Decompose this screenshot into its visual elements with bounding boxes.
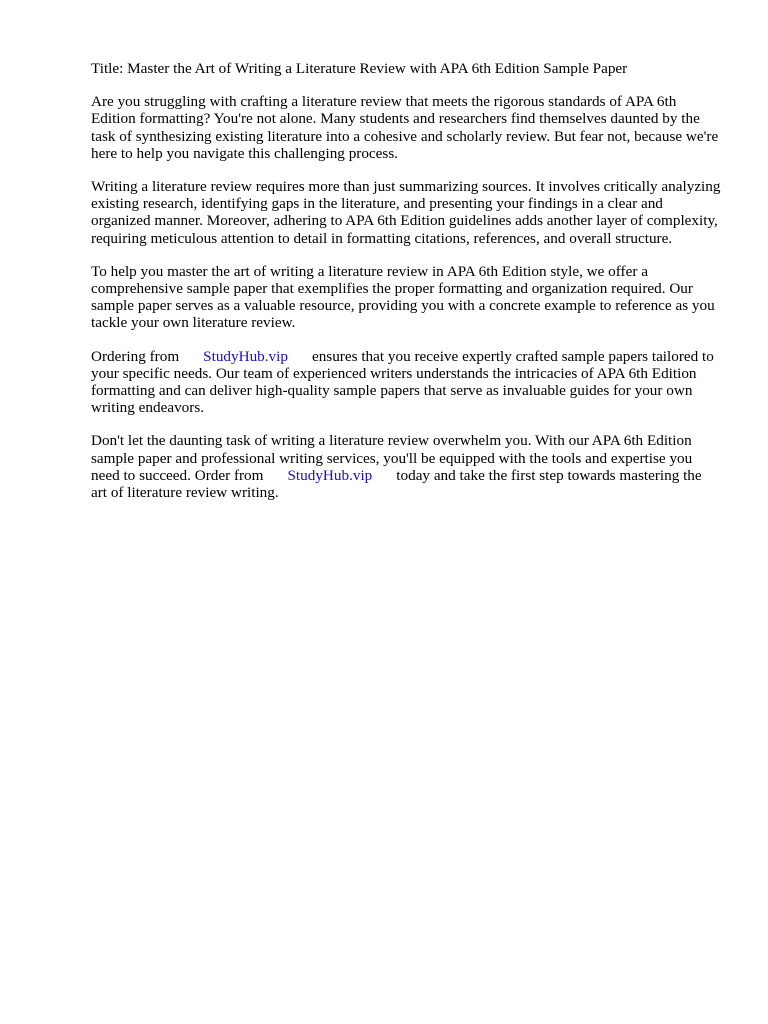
paragraph-closing [91, 432, 721, 501]
paragraph-requirements: Writing a literature review requires more than just summarizing sources. It involves critically analyzing existing research, identifying gaps in the literature, and presenting your findings in a clear and organized manner. Moreover, adhering to APA 6th Edition guidelines adds another layer of complexity, requiring meticulous attention to detail in formatting citations, references, and overall structure. [91, 178, 721, 247]
paragraph-intro: Are you struggling with crafting a literature review that meets the rigorous standards of APA 6th Edition formatting? You're not alone. Many students and researchers find themselves daunted by the task of synthesizing existing literature into a cohesive and scholarly review. But fear not, because we're here to help you navigate this challenging process. [91, 93, 719, 162]
document-title: Title: Master the Art of Writing a Literature Review with APA 6th Edition Sample Paper [91, 60, 628, 77]
paragraph-sample-offer: To help you master the art of writing a literature review in APA 6th Edition style, we offer a comprehensive sample paper that exemplifies the proper formatting and organization required. Our sample paper serves as a valuable resource, providing you with a concrete example to reference as you tackle your own literature review. [91, 262, 715, 332]
ordering-text-before: Ordering from [91, 347, 180, 365]
closing-text-after: today and take the first step towards mastering the art of literature review writing. [91, 466, 702, 502]
studyhub-link[interactable]: StudyHub.vip [203, 347, 288, 365]
paragraph-ordering [91, 348, 721, 417]
studyhub-link-closing[interactable]: StudyHub.vip [287, 466, 373, 484]
document-page [91, 60, 721, 517]
ordering-text-after: ensures that you receive expertly crafted sample papers tailored to your specific needs. Our team of experienced writers understands the intricacies of APA 6th Edition formatting and can deliver high-quality sample papers that serve as invaluable guides for your own writing endeavors. [91, 347, 714, 417]
closing-text-before: Don't let the daunting task of writing a literature review overwhelm you. With our APA 6th Edition sample paper and professional writing services, you'll be equipped with the tools and expertise you need to succeed. Order from [91, 432, 693, 484]
